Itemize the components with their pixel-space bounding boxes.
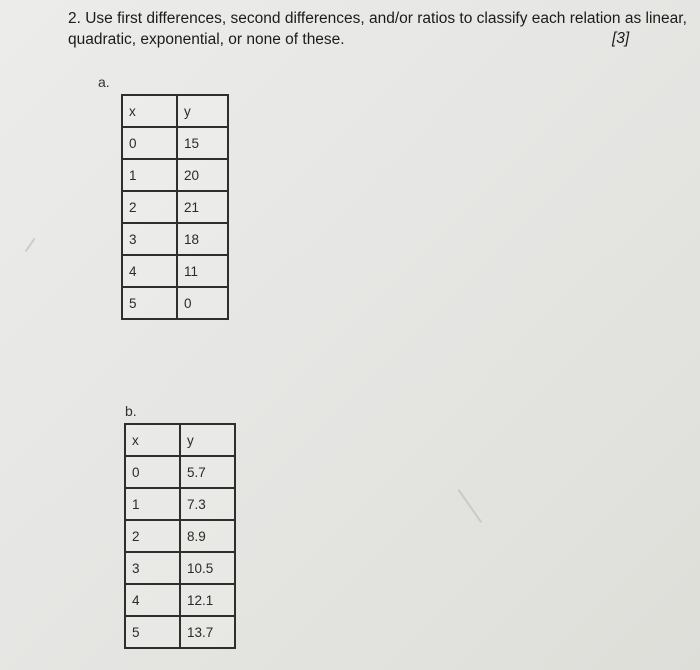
part-b-table: [124, 423, 236, 649]
part-b-label: b.: [125, 403, 137, 419]
cell-x: 0: [122, 127, 177, 159]
cell-y: 13.7: [180, 616, 235, 648]
header-x: x: [125, 424, 180, 456]
cell-x: 4: [125, 584, 180, 616]
table-header-row: [122, 95, 228, 127]
cell-y: 5.7: [180, 456, 235, 488]
cell-y: 12.1: [180, 584, 235, 616]
cell-x: 3: [122, 223, 177, 255]
stray-mark: [458, 489, 482, 523]
cell-y: 21: [177, 191, 228, 223]
cell-x: 5: [125, 616, 180, 648]
cell-y: 20: [177, 159, 228, 191]
question-text: [68, 8, 687, 50]
question-line-2: quadratic, exponential, or none of these.: [68, 31, 345, 48]
table-row: [122, 127, 228, 159]
cell-x: 1: [122, 159, 177, 191]
part-a-table: [121, 94, 229, 320]
question-line-1: 2. Use first differences, second differences, and/or ratios to classify each relation as linear,: [68, 10, 687, 27]
cell-y: 7.3: [180, 488, 235, 520]
table-row: [125, 552, 235, 584]
cell-x: 3: [125, 552, 180, 584]
table-row: [122, 255, 228, 287]
points-value: [3]: [612, 30, 630, 47]
table-row: [122, 287, 228, 319]
table-row: [122, 223, 228, 255]
table-row: [125, 488, 235, 520]
header-x: x: [122, 95, 177, 127]
stray-mark: [25, 238, 35, 252]
cell-x: 5: [122, 287, 177, 319]
cell-y: 15: [177, 127, 228, 159]
cell-y: 0: [177, 287, 228, 319]
header-y: y: [180, 424, 235, 456]
cell-y: 18: [177, 223, 228, 255]
table-row: [125, 584, 235, 616]
cell-x: 2: [125, 520, 180, 552]
cell-x: 1: [125, 488, 180, 520]
cell-x: 4: [122, 255, 177, 287]
cell-y: 8.9: [180, 520, 235, 552]
table-row: [122, 159, 228, 191]
cell-y: 10.5: [180, 552, 235, 584]
part-a-label: a.: [98, 74, 110, 90]
header-y: y: [177, 95, 228, 127]
table-row: [122, 191, 228, 223]
table-header-row: [125, 424, 235, 456]
table-row: [125, 456, 235, 488]
table-row: [125, 520, 235, 552]
table-row: [125, 616, 235, 648]
cell-x: 2: [122, 191, 177, 223]
cell-x: 0: [125, 456, 180, 488]
cell-y: 11: [177, 255, 228, 287]
